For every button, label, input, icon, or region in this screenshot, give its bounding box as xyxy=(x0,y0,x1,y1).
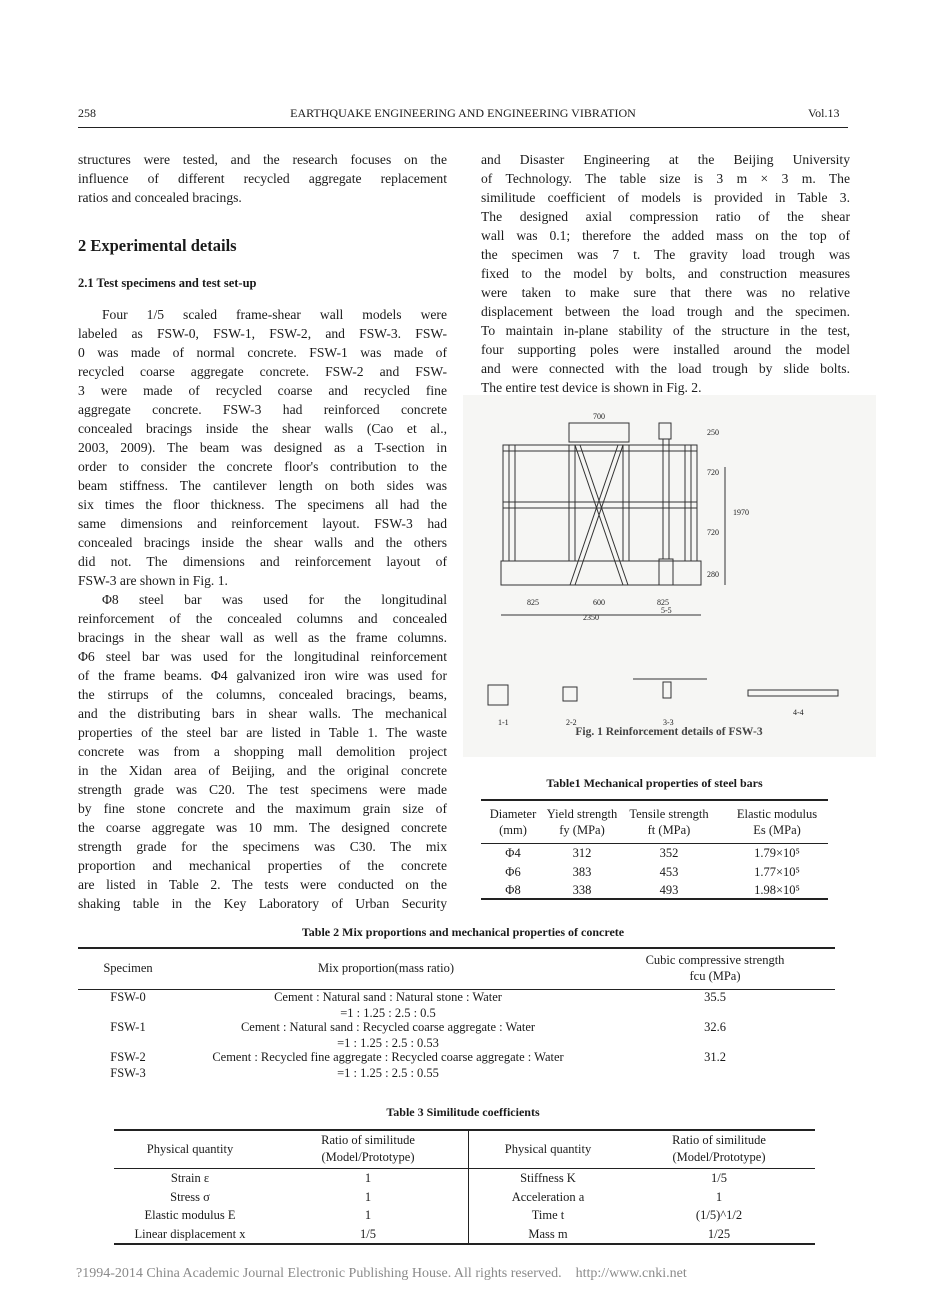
figure-height: 1970 xyxy=(733,508,749,517)
text-line: the specimen was 7 t. The gravity load trough was xyxy=(481,247,850,262)
text-line: structures were tested, and the research focuses on the xyxy=(78,152,447,167)
text-line: same dimensions and reinforcement layout. FSW-3 had xyxy=(78,516,447,531)
text-line: and Disaster Engineering at the Beijing University xyxy=(481,152,850,167)
table-cell: Mass m xyxy=(528,1226,568,1241)
text-line: aggregate concrete. FSW-3 had reinforced concrete xyxy=(78,402,447,417)
table-cell: 352 xyxy=(659,846,679,860)
table2-title: Table 2 Mix proportions and mechanical properties of concrete xyxy=(301,925,625,939)
text-line: The designed axial compression ratio of the shear xyxy=(481,209,850,224)
table-cell: 383 xyxy=(572,864,592,879)
section-label: 4-4 xyxy=(793,708,804,717)
table-cell: 1/25 xyxy=(707,1226,731,1241)
text-line: reinforcement of the concealed columns and concealed xyxy=(78,611,447,626)
table-header: (Model/Prototype) xyxy=(672,1150,766,1164)
table-cell: 1.98×10⁵ xyxy=(754,883,800,897)
text-line: and were connected with the load trough by slide bolts. xyxy=(481,361,850,376)
table-cell: 32.6 xyxy=(704,1020,726,1034)
table-header: Tensile strength xyxy=(629,807,709,821)
table-cell: 1.77×10⁵ xyxy=(754,864,800,879)
text-line: did not. The dimensions and reinforcement layout of xyxy=(78,554,447,569)
table-cell: 35.5 xyxy=(704,990,726,1004)
text-line: Four 1/5 scaled frame-shear wall models were xyxy=(102,307,447,322)
journal-title: EARTHQUAKE ENGINEERING AND ENGINEERING VIBRATION xyxy=(290,106,636,120)
text-line: of Technology. The table size is 3 m × 3 m. The xyxy=(481,171,850,186)
figure-total-width: 2350 xyxy=(583,613,599,622)
table-cell: 31.2 xyxy=(704,1050,726,1064)
text-line: displacement between the load trough and the specimen. xyxy=(481,304,850,319)
text-line: Φ6 steel bar was used for the longitudinal reinforcement xyxy=(78,649,447,664)
table-header: Elastic modulus xyxy=(736,807,818,821)
text-line: recycled coarse aggregate concrete. FSW-2 and FSW- xyxy=(78,364,447,379)
table-rule xyxy=(481,799,828,801)
text-line: concrete was from a shopping mall demolition project xyxy=(78,744,447,759)
copyright-footer: ?1994-2014 China Academic Journal Electronic Publishing House. All rights reserved. http://www.cnki.net xyxy=(76,1266,687,1281)
table-cell: FSW-3 xyxy=(110,1066,146,1080)
table3-title: Table 3 Similitude coefficients xyxy=(386,1105,540,1119)
table-cell: Cement : Natural sand : Recycled coarse aggregate : Water xyxy=(240,1020,536,1034)
text-line: similitude coefficient of models is provided in Table 3. xyxy=(481,190,850,205)
table-header: fy (MPa) xyxy=(559,823,605,837)
table-cell: FSW-2 xyxy=(110,1050,146,1064)
table-cell: Φ6 xyxy=(505,864,521,879)
table-cell: Time t xyxy=(531,1208,565,1222)
table-cell: 493 xyxy=(659,883,679,897)
load-block xyxy=(569,423,629,442)
header-rule xyxy=(78,127,848,128)
table-rule xyxy=(78,947,835,949)
text-line: ratios and concealed bracings. xyxy=(78,190,242,205)
table-cell: Strain ε xyxy=(170,1171,210,1185)
text-line: properties of the steel bar are listed in Table 1. The waste xyxy=(78,725,447,740)
table-header: Ratio of similitude xyxy=(321,1133,415,1147)
section-heading: 2 Experimental details xyxy=(78,236,237,255)
table-cell: 312 xyxy=(572,846,592,860)
text-line: proportion and mechanical properties of the concrete xyxy=(78,858,447,873)
table-cell: Φ4 xyxy=(505,846,521,860)
table-cell: 1.79×10⁵ xyxy=(754,846,800,860)
table-cell: =1 : 1.25 : 2.5 : 0.5 xyxy=(340,1006,436,1020)
text-line: shaking table in the Key Laboratory of Urban Security xyxy=(78,896,447,911)
table-divider xyxy=(468,1129,469,1244)
table-cell: Linear displacement x xyxy=(134,1226,246,1241)
table-rule xyxy=(481,898,828,900)
table-header: Ratio of similitude xyxy=(672,1133,766,1147)
text-line: six times the floor thickness. The specimens all had the xyxy=(78,497,447,512)
text-line: FSW-3 are shown in Fig. 1. xyxy=(78,573,228,588)
table-header: fcu (MPa) xyxy=(689,969,741,983)
subsection-heading: 2.1 Test specimens and test set-up xyxy=(78,276,257,290)
text-line: 2003, 2009). The beam was designed as a T-section in xyxy=(78,440,447,455)
table-cell: 1 xyxy=(715,1189,723,1204)
figure-caption: Fig. 1 Reinforcement details of FSW-3 xyxy=(575,726,763,738)
table-header: Physical quantity xyxy=(504,1142,592,1156)
text-line: 0 was made of normal concrete. FSW-1 was made of xyxy=(78,345,447,360)
table-cell: Cement : Recycled fine aggregate : Recycled coarse aggregate : Water xyxy=(212,1050,564,1064)
section-label: 2-2 xyxy=(566,718,577,727)
table-header: ft (MPa) xyxy=(647,823,691,837)
table-header: (Model/Prototype) xyxy=(321,1150,415,1164)
figure-height: 720 xyxy=(707,468,719,477)
table-cell: 1/5 xyxy=(711,1171,727,1185)
text-line: the coarse aggregate was 10 mm. The designed concrete xyxy=(78,820,447,835)
table-cell: 338 xyxy=(572,883,592,897)
table-cell: Cement : Natural sand : Natural stone : Water xyxy=(274,990,502,1004)
text-line: beam stiffness. The cantilever length on both sides was xyxy=(78,478,447,493)
text-line: labeled as FSW-0, FSW-1, FSW-2, and FSW-3. FSW- xyxy=(78,326,447,341)
reinforcement-drawing xyxy=(463,395,876,757)
table-header: Specimen xyxy=(103,961,153,975)
figure-span: 825 xyxy=(657,598,669,607)
figure-height: 280 xyxy=(707,570,719,579)
text-line: The entire test device is shown in Fig. 2. xyxy=(481,380,702,395)
table-cell: FSW-0 xyxy=(110,990,146,1004)
table-header: Physical quantity xyxy=(146,1142,234,1156)
table-cell: FSW-1 xyxy=(110,1020,146,1034)
table-header: (mm) xyxy=(499,823,527,837)
table-cell: Stress σ xyxy=(170,1189,210,1204)
text-line: concealed bracings inside the shear walls (Cao et al., xyxy=(78,421,447,436)
table-rule xyxy=(481,843,828,844)
figure-span: 825 xyxy=(527,598,539,607)
text-line: were taken to make sure that there was no relative xyxy=(481,285,850,300)
text-line: in the Xidan area of Beijing, and the original concrete xyxy=(78,763,447,778)
table-cell: 1/5 xyxy=(360,1226,376,1241)
table-header: Mix proportion(mass ratio) xyxy=(317,961,455,975)
table-rule xyxy=(114,1243,815,1245)
table-cell: Elastic modulus E xyxy=(144,1208,236,1222)
table-cell: 1 xyxy=(364,1208,372,1222)
figure-span: 600 xyxy=(593,598,605,607)
section-label: 3-3 xyxy=(663,718,674,727)
table-cell: (1/5)^1/2 xyxy=(695,1208,743,1222)
table-header: Cubic compressive strength xyxy=(645,953,785,967)
figure-height: 250 xyxy=(707,428,719,437)
table-cell: Φ8 xyxy=(505,883,521,897)
text-line: strength grade was C20. The test specimens were made xyxy=(78,782,447,797)
table-cell: 1 xyxy=(364,1189,372,1204)
table-cell: =1 : 1.25 : 2.5 : 0.53 xyxy=(337,1036,439,1050)
table-header: Es (MPa) xyxy=(753,823,801,837)
text-line: influence of different recycled aggregate replacement xyxy=(78,171,447,186)
text-line: To maintain in-plane stability of the structure in the test, xyxy=(481,323,850,338)
text-line: concealed bracings inside the shear walls and the others xyxy=(78,535,447,550)
text-line: 3 were made of recycled coarse and recycled fine xyxy=(78,383,447,398)
table-cell: Stiffness K xyxy=(520,1171,576,1185)
figure-height: 720 xyxy=(707,528,719,537)
table-cell: Acceleration a xyxy=(511,1189,585,1204)
text-line: fixed to the model by bolts, and construction measures xyxy=(481,266,850,281)
table-cell: =1 : 1.25 : 2.5 : 0.55 xyxy=(337,1066,439,1080)
section-label: 1-1 xyxy=(498,718,509,727)
text-line: are listed in Table 2. The tests were conducted on the xyxy=(78,877,447,892)
text-line: by fine stone concrete and the maximum grain size of xyxy=(78,801,447,816)
table-header: Yield strength xyxy=(546,807,618,821)
text-line: of the frame beams. Φ4 galvanized iron wire was used for xyxy=(78,668,447,683)
text-line: strength grade for the specimens was C30. The mix xyxy=(78,839,447,854)
text-line: four supporting poles were installed around the model xyxy=(481,342,850,357)
table-rule xyxy=(114,1168,815,1169)
foundation-beam xyxy=(501,561,701,585)
figure-1 xyxy=(463,395,876,757)
section-label: 5-5 xyxy=(661,606,672,615)
table-header: Diameter xyxy=(489,807,537,821)
table1-title: Table1 Mechanical properties of steel bars xyxy=(546,776,763,790)
text-line: bracings in the shear wall as well as the frame columns. xyxy=(78,630,447,645)
text-line: order to consider the concrete floor's contribution to the xyxy=(78,459,447,474)
figure-span: 700 xyxy=(593,412,605,421)
volume: Vol.13 xyxy=(808,106,840,120)
table-cell: 1 xyxy=(364,1171,372,1185)
text-line: the stirrups of the columns, concealed bracings, beams, xyxy=(78,687,447,702)
table-cell: 453 xyxy=(659,864,679,879)
text-line: and the distributing bars in shear walls. The mechanical xyxy=(78,706,447,721)
table-rule xyxy=(114,1129,815,1131)
text-line: Φ8 steel bar was used for the longitudinal xyxy=(102,592,447,607)
page-number: 258 xyxy=(78,106,96,120)
text-line: wall was 0.1; therefore the added mass on the top of xyxy=(481,228,850,243)
